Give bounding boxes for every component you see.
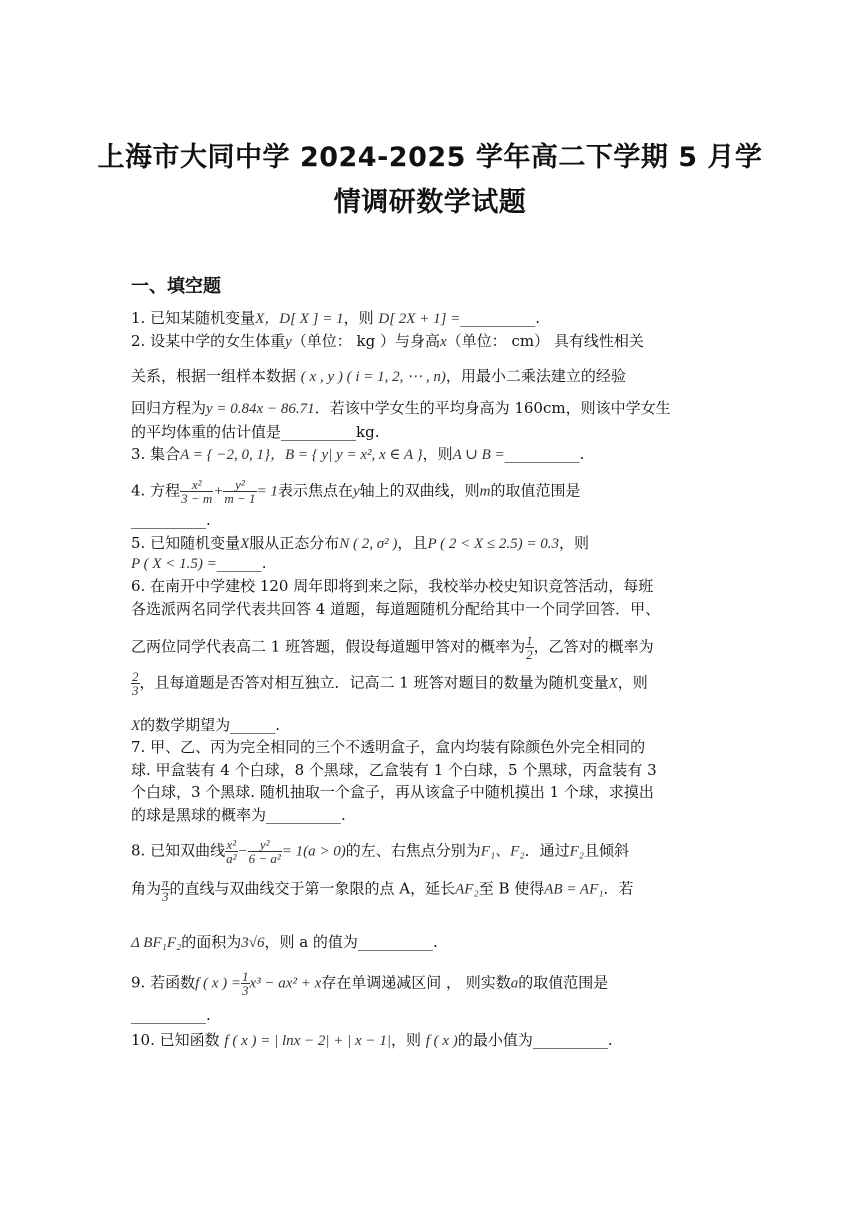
answer-blank: __________ (266, 806, 342, 824)
question-2-line3: 回归方程为y = 0.84x − 86.71．若该中学女生的平均身高为 160cm，则该中学女生 (131, 399, 671, 417)
question-7-line1: 7. 甲、乙、丙为完全相同的三个不透明盒子，盒内均装有除颜色外完全相同的 (131, 738, 646, 756)
answer-blank: __________ (131, 1006, 206, 1024)
question-2-line4: 的平均体重的估计值是__________kg. (131, 423, 380, 441)
question-8-line3: Δ BF₁F₂的面积为3√6，则 a 的值为__________. (131, 933, 438, 951)
page-title-line1: 上海市大同中学 2024-2025 学年高二下学期 5 月学 (97, 142, 763, 173)
answer-blank: __________ (532, 1031, 608, 1049)
answer-blank: __________ (357, 933, 433, 951)
question-6-line2: 各选派两名同学代表共回答 4 道题，每道题随机分配给其中一个同学回答．甲、 (131, 600, 661, 618)
fraction: $\frac{\text{x²}}{\text{a²}}$ (226, 837, 237, 866)
fraction: $\frac{1}{3}$ (242, 969, 249, 998)
section-heading: 一、填空题 (131, 276, 221, 297)
question-7-line3: 个白球，3 个黑球. 随机抽取一个盒子，再从该盒子中随机摸出 1 个球，求摸出 (131, 783, 654, 801)
math-expr: D[ 2X + 1] = (378, 311, 461, 327)
answer-blank: __________ (281, 423, 357, 441)
question-6-line5: X的数学期望为______. (131, 716, 280, 734)
question-5-line2: P ( X < 1.5) =______. (131, 554, 267, 572)
math-expr: X，D[ X ] = 1 (255, 311, 344, 327)
question-6-line4: $\frac{2}{3}$ ，且每道题是否答对相互独立．记高二 1 班答对题目的数量为随机变量X，则 (132, 669, 648, 698)
question-1: 1. 已知某随机变量X，D[ X ] = 1，则 D[ 2X + 1] =__________. (131, 309, 541, 327)
math-expr: f ( x ) (425, 1033, 458, 1049)
fraction: $\frac{\text{y²}}{\text{6 − a²}}$ (248, 837, 281, 866)
answer-blank: __________ (131, 511, 206, 529)
math-expr: P ( 2 < X ≤ 2.5) = 0.3 (427, 536, 559, 552)
fraction: $\frac{\text{y²}}{m - 1}$ (224, 477, 256, 506)
fraction: $\frac{\pi}{3}$ (162, 875, 169, 904)
question-6-line3: 乙两位同学代表高二 1 班答题，假设每道题甲答对的概率为 $\frac{1}{2}$ ，乙答对的概率为 (131, 633, 654, 662)
answer-blank: __________ (460, 309, 536, 327)
fraction: $\frac{2}{3}$ (132, 669, 139, 698)
math-expr: f ( x ) = | lnx − 2| + | x − 1| (224, 1033, 391, 1049)
fraction: $\frac{1}{2}$ (526, 633, 533, 662)
question-10: 10. 已知函数 f ( x ) = | lnx − 2| + | x − 1|，则 f ( x )的最小值为__________. (131, 1031, 613, 1049)
question-6-line1: 6. 在南开中学建校 120 周年即将到来之际，我校举办校史知识竞答活动，每班 (131, 577, 654, 595)
question-9-line2: __________. (131, 1006, 211, 1024)
question-8-line1: 8. 已知双曲线 $\frac{\text{x²}}{\text{a²}}$ − $\frac{\text{y²}}{\text{6 − a²}}$ = 1(a > 0)的左、右焦点分别为F₁、F₂．通过F₂且倾斜 (131, 837, 629, 866)
question-8-line2: 角为 $\frac{\pi}{3}$ 的直线与双曲线交于第一象限的点 A，延长AF₂至 B 使得AB = AF₁．若 (131, 875, 634, 904)
answer-blank: ______ (230, 716, 276, 734)
fraction: $\frac{\text{x²}}{3 - m}$ (181, 477, 213, 506)
question-2-line2: 关系，根据一组样本数据 ( x , y ) ( i = 1, 2, ⋯ , n)，用最小二乘法建立的经验 (131, 367, 626, 385)
question-3: 3. 集合A = { −2, 0, 1}，B = { y| y = x², x ∈ A }，则A ∪ B =__________. (131, 445, 585, 463)
math-expr: N ( 2, σ² ) (339, 536, 398, 552)
math-expr: y = 0.84x − 86.71 (206, 401, 315, 417)
math-expr: A = { −2, 0, 1}，B = { y| y = x², x ∈ A } (180, 447, 423, 463)
question-7-line4: 的球是黑球的概率为__________. (131, 806, 346, 824)
math-expr: A ∪ B = (452, 447, 505, 463)
question-5-line1: 5. 已知随机变量X服从正态分布N ( 2, σ² )，且P ( 2 < X ≤ 2.5) = 0.3，则 (131, 534, 589, 552)
math-expr: ( x , y ) ( i = 1, 2, ⋯ , n) (300, 369, 446, 385)
math-expr: P ( X < 1.5) = (131, 556, 217, 572)
question-2-line1: 2. 设某中学的女生体重y（单位： kg ）与身高x（单位： cm） 具有线性相关 (131, 332, 644, 350)
answer-blank: __________ (504, 445, 580, 463)
page-title-line2: 情调研数学试题 (333, 187, 527, 218)
answer-blank: ______ (216, 554, 262, 572)
question-4-line2: __________. (131, 511, 211, 529)
question-9-line1: 9. 若函数f ( x ) = $\frac{1}{3}$ x³ − ax² + x存在单调递减区间 ， 则实数a的取值范围是 (131, 969, 609, 998)
question-4-line1: 4. 方程 $\frac{\text{x²}}{3 - m}$ + $\frac{\text{y²}}{m - 1}$ = 1表示焦点在y轴上的双曲线，则m的取值范围是 (131, 477, 581, 506)
question-7-line2: 球. 甲盒装有 4 个白球，8 个黑球，乙盒装有 1 个白球，5 个黑球，丙盒装有 3 (131, 761, 657, 779)
